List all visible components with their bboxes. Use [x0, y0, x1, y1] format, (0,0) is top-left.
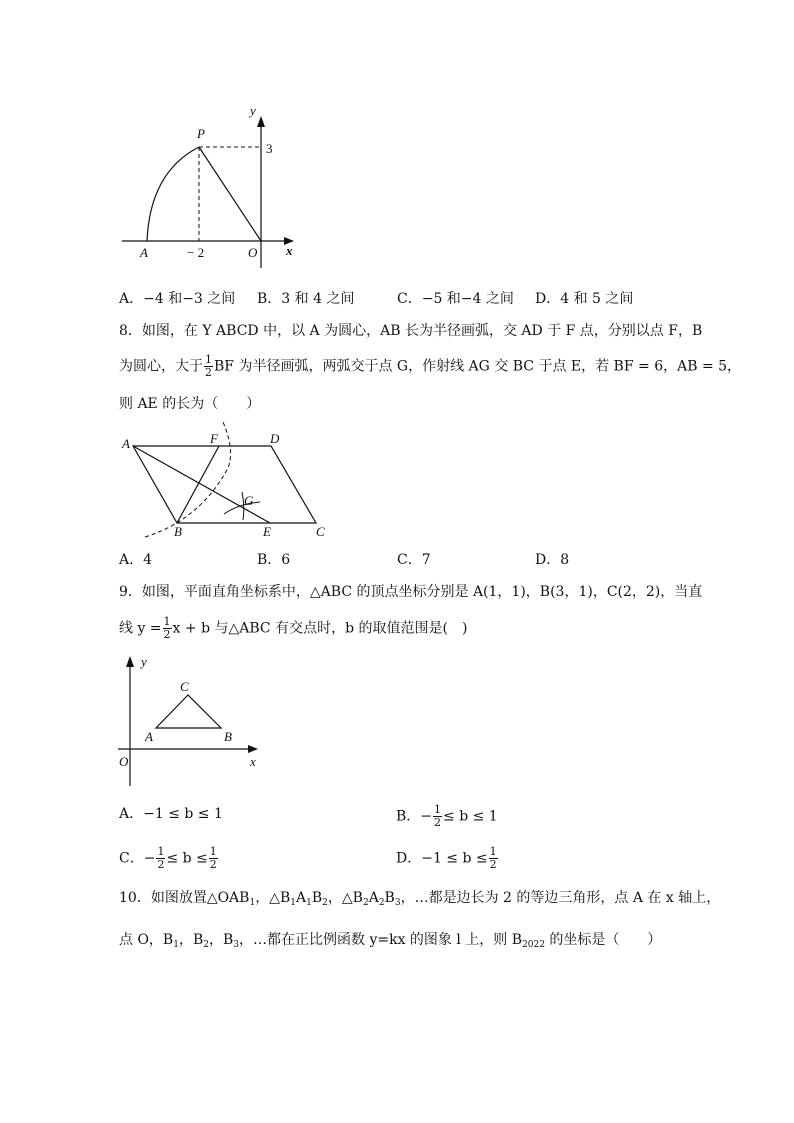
q10-line-1: 10．如图放置$\triangle OAB_1$，$\triangle B_1A_1B_2$，$\triangle B_2A_2B_3$，…都是边长为 2 的等边三角形，点 A 在 x 轴上，	[119, 890, 721, 908]
q8-line-1: 8．如图，在 Y ABCD 中，以 A 为圆心，AB 长为半径画弧，交 AD 于 F 点，分别以点 F，B	[119, 323, 703, 339]
q9-option-c[interactable]	[119, 846, 219, 871]
q9-label-x: x	[250, 754, 256, 769]
q9-option-b-suffix: ≤ b ≤ 1	[443, 808, 498, 825]
q8-label-A: A	[122, 436, 130, 451]
q7-option-c[interactable]: C．−5 和−4 之间	[397, 291, 514, 307]
q7-y-arrow	[257, 116, 265, 127]
q7-segment-po	[199, 147, 261, 241]
q7-option-b[interactable]: B．3 和 4 之间	[257, 291, 355, 307]
q9-option-b-fraction: $\frac{1}{2}$	[434, 803, 442, 829]
q8-label-E: E	[263, 524, 271, 539]
q9-label-A: A	[145, 729, 153, 744]
q8-option-c[interactable]: C．7	[397, 552, 431, 568]
q7-options	[119, 289, 679, 309]
q8-line-2	[119, 354, 741, 379]
q9-line-2a: 线 y =	[119, 620, 162, 637]
q8-label-D: D	[270, 431, 280, 446]
q8-fraction: $\frac{1}{2}$	[205, 353, 212, 379]
q9-option-c-fraction-1: $\frac{1}{2}$	[157, 845, 165, 871]
q8-line-2b: BF 为半径画弧，两弧交于点 G，作射线 AG 交 BC 于点 E，若 BF = 6，AB = 5，	[214, 358, 742, 375]
q8-arc-g1	[224, 502, 260, 514]
q8-segment-bf	[177, 446, 219, 523]
q8-line-2a: 为圆心，大于	[119, 358, 203, 375]
q9-label-B: B	[224, 729, 232, 744]
q8-label-F: F	[210, 431, 218, 446]
q8-parallelogram	[133, 446, 316, 523]
q9-line-2b: x + b 与△ABC 有交点时，b 的取值范围是( )	[172, 620, 468, 637]
q9-option-a[interactable]: A．−1 ≤ b ≤ 1	[119, 806, 223, 822]
q8-label-G: G	[244, 493, 254, 508]
q8-label-C: C	[316, 524, 325, 539]
q9-option-d-fraction: $\frac{1}{2}$	[489, 845, 497, 871]
q9-option-b[interactable]	[396, 804, 498, 829]
q10-line-2: 点 O，$B_1$，$B_2$，$B_3$，…都在正比例函数 y=kx 的图象 l 上，则 $B_{2022}$ 的坐标是（ ）	[119, 932, 662, 950]
q7-label-neg2: − 2	[187, 245, 205, 260]
q7-label-y: y	[250, 103, 256, 118]
q9-fraction: $\frac{1}{2}$	[163, 615, 171, 641]
q9-figure	[110, 650, 270, 790]
q9-label-C: C	[180, 679, 189, 694]
q9-option-d[interactable]	[396, 846, 499, 871]
q7-label-A: A	[140, 245, 148, 260]
q9-x-arrow	[248, 745, 258, 753]
q8-option-d[interactable]: D．8	[535, 552, 570, 568]
q9-option-c-fraction-2: $\frac{1}{2}$	[209, 845, 217, 871]
q7-option-d[interactable]: D．4 和 5 之间	[535, 291, 634, 307]
q8-ray-ag	[133, 446, 270, 523]
q9-option-d-prefix: D．−1 ≤ b ≤	[396, 850, 488, 867]
q9-line-1: 9．如图，平面直角坐标系中，△ABC 的顶点坐标分别是 A(1，1)，B(3，1)，C(2，2)，当直	[119, 584, 703, 600]
q8-option-b[interactable]: B．6	[257, 552, 291, 568]
q7-option-a[interactable]: A．−4 和−3 之间	[119, 291, 236, 307]
q9-option-b-prefix: B．−	[396, 808, 433, 825]
q7-label-3: 3	[266, 141, 273, 156]
q7-arc	[147, 147, 199, 241]
q7-label-P: P	[197, 126, 205, 141]
q9-option-c-prefix: C．−	[119, 850, 156, 867]
q9-label-O: O	[119, 754, 129, 769]
q8-line-3: 则 AE 的长为（ ）	[119, 396, 261, 412]
q7-label-O: O	[248, 245, 258, 260]
q8-label-B: B	[174, 524, 182, 539]
q9-triangle-abc	[156, 695, 221, 728]
q9-label-y: y	[141, 654, 147, 669]
q8-options	[119, 550, 679, 570]
q9-option-c-middle: ≤ b ≤	[166, 850, 208, 867]
q9-line-2	[119, 616, 467, 641]
q8-option-a[interactable]: A．4	[119, 552, 153, 568]
q9-y-arrow	[126, 656, 134, 667]
q7-label-x: x	[286, 243, 293, 258]
